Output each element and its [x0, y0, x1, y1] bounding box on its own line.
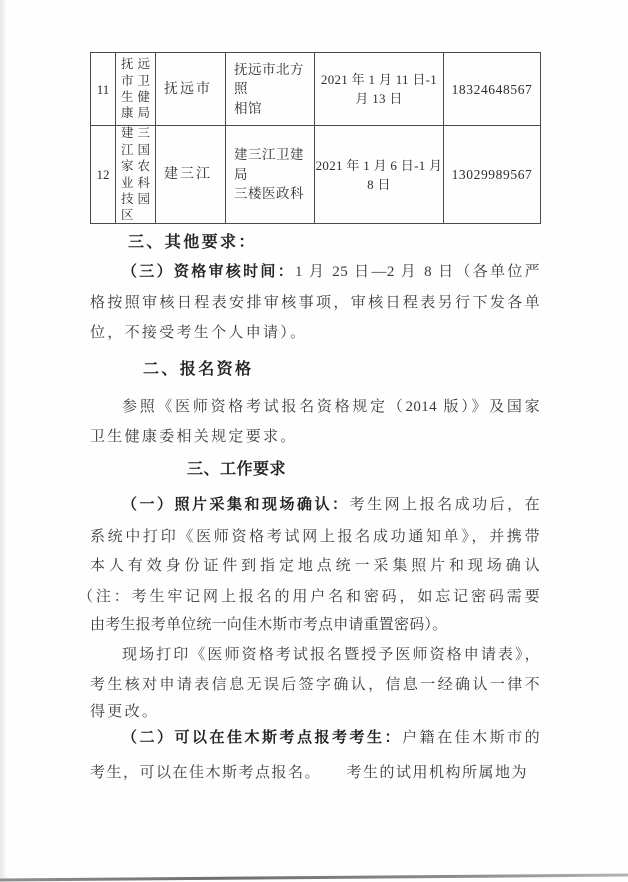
row-number-cell	[91, 125, 115, 223]
paragraph-line	[90, 396, 540, 418]
paragraph-line	[90, 555, 540, 577]
paragraph-line	[90, 322, 307, 344]
unit-name-cell	[115, 125, 155, 223]
section-heading	[128, 232, 257, 254]
body-text: 参照《医师资格考试报名资格规定（2014 版）》及国家	[122, 399, 540, 415]
paragraph-line	[90, 727, 540, 749]
paragraph-line	[90, 644, 540, 666]
location-cell	[225, 53, 314, 125]
unit-name-line: 抚 远	[121, 57, 150, 72]
dates-cell	[314, 125, 443, 223]
location-line: 三楼医政科	[234, 186, 304, 202]
unit-name-line: 江 国	[121, 142, 150, 157]
unit-name-line: 技 园	[121, 191, 150, 206]
unit-name-line: 建 三	[121, 126, 150, 141]
row-number: 12	[96, 167, 110, 182]
location-line: 建三江卫建局	[234, 147, 304, 182]
row-number-cell	[91, 53, 115, 125]
location-line: 抚远市北方照	[234, 61, 304, 97]
section-heading	[187, 459, 286, 481]
body-text: 考生，可以在佳木斯考点报名。 考生的试用机构所属地为	[90, 765, 529, 781]
emphasis-text: 三、工作要求	[187, 461, 287, 478]
body-text: 户籍在佳木斯市的	[402, 730, 541, 746]
paragraph-line	[90, 526, 540, 548]
body-text: （注：考生牢记网上报名的用户名和密码，如忘记密码需要	[78, 589, 540, 605]
emphasis-text: （三）资格审核时间：	[122, 264, 295, 280]
unit-name-line: 市 卫	[121, 73, 150, 88]
date-line: 8 日	[367, 176, 391, 192]
body-text: 由考生报考单位统一向佳木斯市考点申请重置密码）。	[90, 617, 448, 633]
phone-number: 13029989567	[451, 167, 533, 182]
body-text: 考生核对申请表信息无误后签字确认，信息一经确认一律不	[90, 677, 540, 693]
date-line: 2021 年 1 月 11 日-1	[320, 72, 438, 87]
unit-name-line: 业 科	[121, 175, 150, 190]
unit-name-line: 家 农	[121, 159, 150, 174]
unit-name-cell	[115, 53, 155, 125]
row-number: 11	[96, 81, 110, 97]
phone-number: 18324648567	[451, 81, 533, 97]
city-cell	[155, 125, 225, 223]
paragraph-line	[90, 494, 540, 516]
scan-edge-bottom	[0, 873, 628, 881]
paragraph-line	[78, 586, 540, 608]
emphasis-text: （二）可以在佳木斯考点报考考生：	[122, 730, 403, 746]
date-line: 月 13 日	[355, 91, 403, 106]
city-cell	[155, 53, 225, 125]
registration-schedule-table	[90, 52, 541, 224]
phone-cell	[443, 125, 540, 223]
location-cell	[225, 125, 314, 223]
body-text: 本人有效身份证件到指定地点统一采集照片和现场确认	[90, 558, 540, 574]
emphasis-text: （一）照片采集和现场确认：	[122, 497, 350, 513]
unit-name-line: 区	[121, 208, 134, 223]
paragraph-line	[90, 292, 540, 314]
unit-name-line: 生 健	[121, 90, 150, 104]
section-heading	[143, 359, 253, 381]
paragraph-line	[90, 762, 528, 784]
paragraph-line	[90, 426, 298, 448]
city-name: 抚远市	[164, 81, 212, 97]
paragraph-line	[90, 261, 540, 283]
body-text: 得更改。	[90, 704, 160, 720]
paragraph-line	[90, 701, 159, 723]
body-text: 现场打印《医师资格考试报名暨授予医师资格申请表》，	[122, 647, 540, 663]
paragraph-line	[90, 614, 447, 636]
scan-edge-left	[0, 0, 7, 882]
body-text: 1 月 25 日—2 月 8 日（各单位严	[295, 264, 540, 280]
unit-name-line: 康 局	[121, 106, 150, 121]
date-line: 2021 年 1 月 6 日-1 月	[315, 157, 443, 173]
emphasis-text: 三、其他要求：	[128, 234, 257, 251]
body-text: 卫生健康委相关规定要求。	[90, 429, 298, 445]
emphasis-text: 二、报名资格	[143, 361, 254, 378]
body-text: 格按照审核日程表安排审核事项，审核日程表另行下发各单	[90, 295, 540, 311]
phone-cell	[443, 53, 540, 125]
body-text: 系统中打印《医师资格考试网上报名成功通知单》，并携带	[90, 529, 540, 545]
city-name: 建三江	[164, 167, 212, 182]
body-text: 考生网上报名成功后，在	[349, 497, 541, 513]
dates-cell	[314, 53, 443, 125]
paragraph-line	[90, 674, 540, 696]
location-line: 相馆	[234, 100, 262, 116]
body-text: 位，不接受考生个人申请）。	[90, 325, 308, 341]
